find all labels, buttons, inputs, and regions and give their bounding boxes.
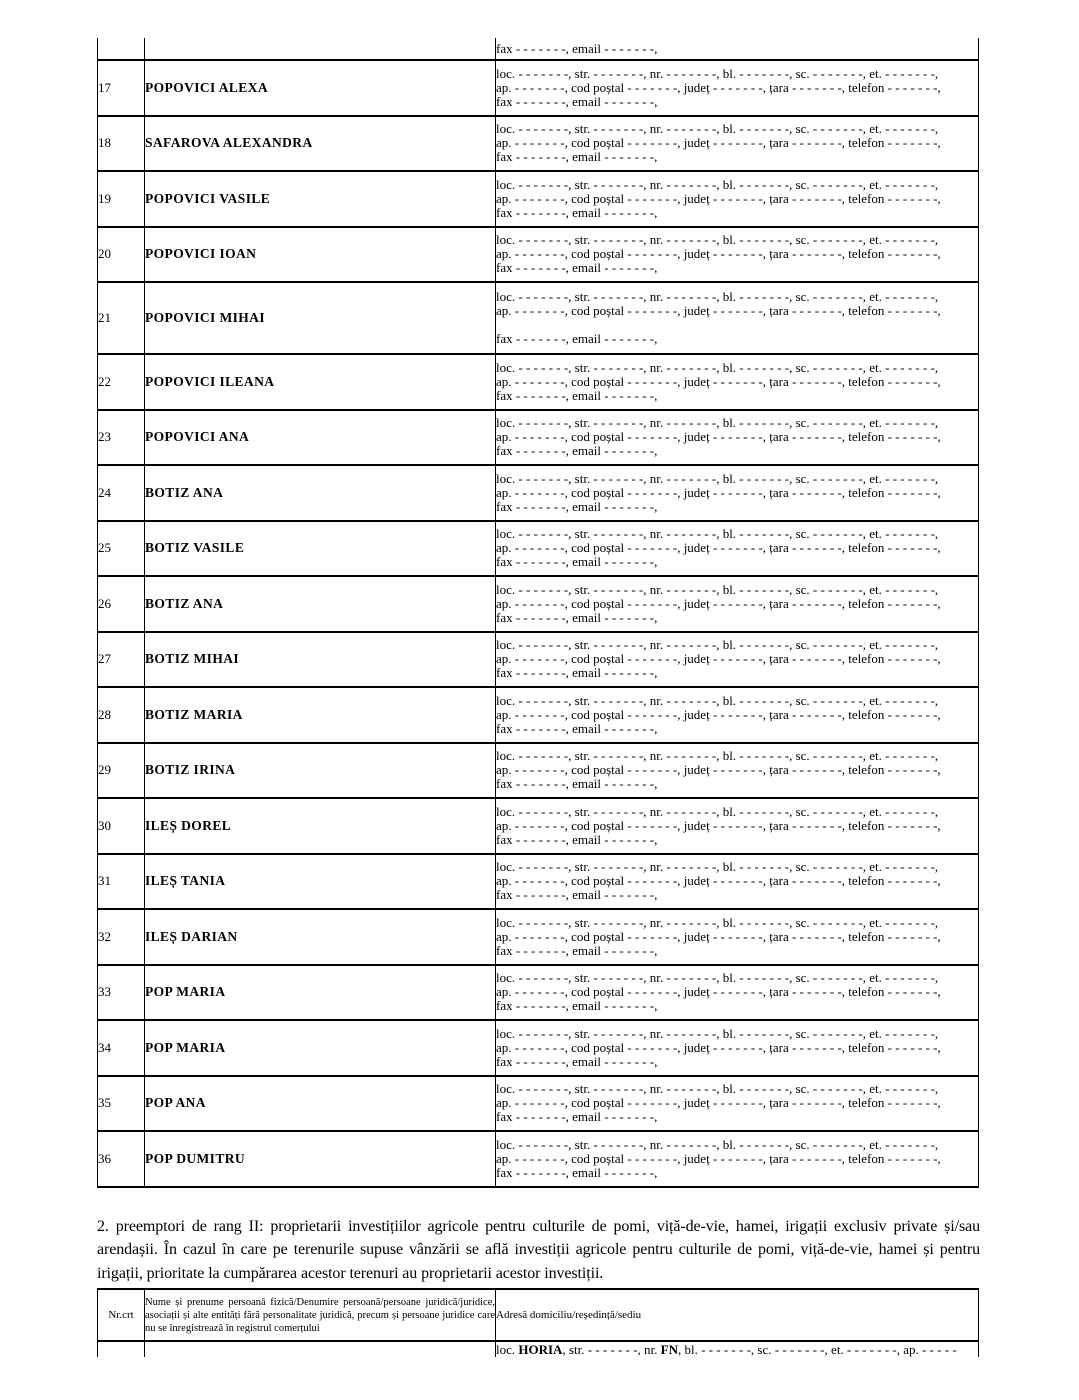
addr-line-2: ap. - - - - - - -, cod poștal - - - - - - -, județ - - - - - - -, țara - - - - - - -, telefon - - - - - - -, — [496, 595, 941, 611]
addr-line-3: fax - - - - - - -, email - - - - - - -, — [496, 149, 658, 165]
row-number: 19 — [98, 190, 111, 206]
row-number: 28 — [98, 706, 111, 722]
row-number-cell — [98, 521, 145, 577]
header-address: Adresă domiciliu/reședință/sediu — [496, 1289, 979, 1341]
addr-line-2: ap. - - - - - - -, cod poștal - - - - - - -, județ - - - - - - -, țara - - - - - - -, telefon - - - - - - -, — [496, 429, 941, 445]
name-cell — [145, 1076, 496, 1132]
addr-line-1: loc. - - - - - - -, str. - - - - - - -, nr. - - - - - - -, bl. - - - - - - -, sc. - - - - - - -, et. - - - - - - -, — [496, 289, 939, 304]
addr-line-fax: fax - - - - - - -, email - - - - - - -, — [496, 40, 658, 56]
addr-line-3: fax - - - - - - -, email - - - - - - -, — [496, 831, 658, 847]
addr-line-2: ap. - - - - - - -, cod poștal - - - - - - -, județ - - - - - - -, țara - - - - - - -, telefon - - - - - - -, — [496, 79, 941, 95]
row-number: 33 — [98, 984, 111, 1000]
rank2-header-row — [98, 1289, 979, 1341]
address-cell — [496, 687, 979, 743]
addr-line-2: ap. - - - - - - -, cod poștal - - - - - - -, județ - - - - - - -, țara - - - - - - -, telefon - - - - - - -, — [496, 484, 941, 500]
preemptors-table-body — [98, 38, 979, 1187]
header-name: Nume și prenume persoană fizică/Denumire persoană/persoane juridică/juridice, asociații și alte entități fără personalitate juridică, precum și persoane juridice care nu se înregistrează în registrul comerțului — [145, 1289, 496, 1341]
row-number: 17 — [98, 79, 111, 95]
address-cell — [496, 282, 979, 354]
addr-line-1: loc. - - - - - - -, str. - - - - - - -, nr. - - - - - - -, bl. - - - - - - -, sc. - - - - - - -, et. - - - - - - -, — [496, 970, 939, 986]
row-number-cell — [98, 116, 145, 172]
addr-line-1: loc. - - - - - - -, str. - - - - - - -, nr. - - - - - - -, bl. - - - - - - -, sc. - - - - - - -, et. - - - - - - -, — [496, 914, 939, 930]
addr-line-1: loc. - - - - - - -, str. - - - - - - -, nr. - - - - - - -, bl. - - - - - - -, sc. - - - - - - -, et. - - - - - - -, — [496, 470, 939, 486]
addr-line-2: ap. - - - - - - -, cod poștal - - - - - - -, județ - - - - - - -, țara - - - - - - -, telefon - - - - - - -, — [496, 135, 941, 151]
preemptors-rank1-table — [97, 38, 979, 1188]
row-number-cell — [98, 38, 145, 60]
address-cell — [496, 521, 979, 577]
row-number: 21 — [98, 310, 111, 325]
addr-line-3: fax - - - - - - -, email - - - - - - -, — [496, 609, 658, 625]
row-number-cell — [98, 687, 145, 743]
rank2-table-container — [97, 1288, 980, 1357]
address-cell — [496, 798, 979, 854]
table-row — [98, 465, 979, 521]
name-cell — [145, 854, 496, 910]
name-cell — [145, 171, 496, 227]
row-number-cell — [98, 410, 145, 466]
table-row — [98, 410, 979, 466]
row-number-cell — [98, 465, 145, 521]
row-number: 32 — [98, 928, 111, 944]
address-cell — [496, 171, 979, 227]
rank2-data-row — [98, 1341, 979, 1357]
table-row — [98, 1020, 979, 1076]
row-number-cell — [98, 282, 145, 354]
table-row — [98, 854, 979, 910]
row-number: 27 — [98, 651, 111, 667]
person-name: POPOVICI MIHAI — [145, 310, 265, 325]
rank2-section-paragraph: 2. preemptori de rang II: proprietarii investițiilor agricole pentru culturile de pomi, viță-de-vie, hamei, irigații exclusiv private și/sau arendașii. În cazul în care pe terenurile supuse vânzării se află investiții agricole pentru culturile de pomi, viță-de-vie, hamei și pentru irigații, prioritate la cumpărarea acestor terenuri au proprietarii acestor investiții. — [97, 1217, 980, 1282]
table-row — [98, 116, 979, 172]
addr-line-2: ap. - - - - - - -, cod poștal - - - - - - -, județ - - - - - - -, țara - - - - - - -, telefon - - - - - - -, — [496, 873, 941, 889]
row-number: 30 — [98, 817, 111, 833]
addr-line-1: loc. - - - - - - -, str. - - - - - - -, nr. - - - - - - -, bl. - - - - - - -, sc. - - - - - - -, et. - - - - - - -, — [496, 859, 939, 875]
address-cell — [496, 38, 979, 60]
addr-line-1: loc. - - - - - - -, str. - - - - - - -, nr. - - - - - - -, bl. - - - - - - -, sc. - - - - - - -, et. - - - - - - -, — [496, 637, 939, 653]
table-row — [98, 798, 979, 854]
addr-line-3: fax - - - - - - -, email - - - - - - -, — [496, 93, 658, 109]
row-number-cell — [98, 60, 145, 116]
row-number-cell — [98, 1131, 145, 1187]
name-cell — [145, 965, 496, 1021]
addr-line-3: fax - - - - - - -, email - - - - - - -, — [496, 776, 658, 792]
name-cell — [145, 38, 496, 60]
address-cell — [496, 909, 979, 965]
addr-line-2: ap. - - - - - - -, cod poștal - - - - - - -, județ - - - - - - -, țara - - - - - - -, telefon - - - - - - -, — [496, 651, 941, 667]
person-name: BOTIZ ANA — [145, 484, 224, 500]
address-cell — [496, 465, 979, 521]
row-number-cell — [98, 1076, 145, 1132]
row-number: 29 — [98, 762, 111, 778]
row-number: 36 — [98, 1150, 111, 1166]
addr-line-1: loc. - - - - - - -, str. - - - - - - -, nr. - - - - - - -, bl. - - - - - - -, sc. - - - - - - -, et. - - - - - - -, — [496, 65, 939, 81]
addr-line-3: fax - - - - - - -, email - - - - - - -, — [496, 260, 658, 276]
row-number: 24 — [98, 484, 111, 500]
row-number: 26 — [98, 595, 111, 611]
addr-line-2: ap. - - - - - - -, cod poștal - - - - - - -, județ - - - - - - -, țara - - - - - - -, telefon - - - - - - -, — [496, 817, 941, 833]
row-number: 20 — [98, 246, 111, 262]
row-number: 31 — [98, 873, 111, 889]
person-name: POP MARIA — [145, 1039, 226, 1055]
name-cell — [145, 798, 496, 854]
name-cell — [145, 743, 496, 799]
addr-line-3: fax - - - - - - -, email - - - - - - -, — [496, 1109, 658, 1125]
person-name: POPOVICI ALEXA — [145, 79, 268, 95]
addr-line-3: fax - - - - - - -, email - - - - - - -, — [496, 887, 658, 903]
address-cell — [496, 116, 979, 172]
address-cell — [496, 1131, 979, 1187]
name-cell — [145, 354, 496, 410]
row-number-cell — [98, 798, 145, 854]
preemptors-rank2-table — [97, 1288, 979, 1357]
addr-locality: HORIA — [518, 1342, 563, 1357]
addr-line-2: ap. - - - - - - -, cod poștal - - - - - - -, județ - - - - - - -, țara - - - - - - -, telefon - - - - - - -, — [496, 984, 941, 1000]
name-cell — [145, 282, 496, 354]
person-name: ILEȘ DOREL — [145, 817, 232, 833]
addr-line-3: fax - - - - - - -, email - - - - - - -, — [496, 1164, 658, 1180]
addr-suffix: , bl. - - - - - - -, sc. - - - - - - -, et. - - - - - - -, ap. - - - - - — [678, 1342, 957, 1357]
header-nrcrt: Nr.crt — [98, 1289, 145, 1341]
name-cell — [145, 116, 496, 172]
addr-mid: , str. - - - - - - -, nr. — [562, 1342, 661, 1357]
row-number-cell — [98, 227, 145, 283]
name-cell — [145, 1341, 496, 1357]
name-cell — [145, 687, 496, 743]
person-name: POP DUMITRU — [145, 1150, 246, 1166]
name-cell — [145, 60, 496, 116]
address-cell — [496, 1020, 979, 1076]
addr-line-3: fax - - - - - - -, email - - - - - - -, — [496, 204, 658, 220]
addr-line-3: fax - - - - - - -, email - - - - - - -, — [496, 387, 658, 403]
table-row — [98, 521, 979, 577]
row-number: 34 — [98, 1039, 111, 1055]
table-row — [98, 354, 979, 410]
address-cell — [496, 60, 979, 116]
addr-line-2: ap. - - - - - - -, cod poștal - - - - - - -, județ - - - - - - -, țara - - - - - - -, telefon - - - - - - -, — [496, 928, 941, 944]
person-name: ILEȘ DARIAN — [145, 928, 238, 944]
name-cell — [145, 465, 496, 521]
row-number-cell — [98, 1020, 145, 1076]
person-name: ILEȘ TANIA — [145, 873, 226, 889]
table-row — [98, 909, 979, 965]
row-number: 25 — [98, 540, 111, 556]
addr-line-3: fax - - - - - - -, email - - - - - - -, — [496, 942, 658, 958]
addr-line-1: loc. - - - - - - -, str. - - - - - - -, nr. - - - - - - -, bl. - - - - - - -, sc. - - - - - - -, et. - - - - - - -, — [496, 748, 939, 764]
name-cell — [145, 909, 496, 965]
addr-line-3: fax - - - - - - -, email - - - - - - -, — [496, 720, 658, 736]
address-cell — [496, 354, 979, 410]
address-cell — [496, 1076, 979, 1132]
addr-line-3: fax - - - - - - -, email - - - - - - -, — [496, 554, 658, 570]
addr-line-2: ap. - - - - - - -, cod poștal - - - - - - -, județ - - - - - - -, țara - - - - - - -, telefon - - - - - - -, — [496, 1039, 941, 1055]
name-cell — [145, 576, 496, 632]
row-number-cell — [98, 354, 145, 410]
address-cell — [496, 632, 979, 688]
addr-prefix: loc. — [496, 1342, 519, 1357]
table-row — [98, 60, 979, 116]
person-name: BOTIZ ANA — [145, 595, 224, 611]
person-name: BOTIZ IRINA — [145, 762, 236, 778]
addr-line-2: ap. - - - - - - -, cod poștal - - - - - - -, județ - - - - - - -, țara - - - - - - -, telefon - - - - - - -, — [496, 373, 941, 389]
addr-line-3: fax - - - - - - -, email - - - - - - -, — [496, 998, 658, 1014]
address-cell — [496, 743, 979, 799]
person-name: POPOVICI ILEANA — [145, 373, 275, 389]
table-row — [98, 282, 979, 354]
table-row — [98, 632, 979, 688]
person-name: POP MARIA — [145, 984, 226, 1000]
address-cell — [496, 410, 979, 466]
name-cell — [145, 410, 496, 466]
address-cell — [496, 854, 979, 910]
name-cell — [145, 1131, 496, 1187]
table-row-partial — [98, 38, 979, 60]
person-name: SAFAROVA ALEXANDRA — [145, 135, 313, 151]
row-number-cell — [98, 909, 145, 965]
table-row — [98, 743, 979, 799]
addr-line-1: loc. - - - - - - -, str. - - - - - - -, nr. - - - - - - -, bl. - - - - - - -, sc. - - - - - - -, et. - - - - - - -, — [496, 803, 939, 819]
address-cell — [496, 1341, 979, 1357]
addr-line-1: loc. - - - - - - -, str. - - - - - - -, nr. - - - - - - -, bl. - - - - - - -, sc. - - - - - - -, et. - - - - - - -, — [496, 1025, 939, 1041]
addr-line-3: fax - - - - - - -, email - - - - - - -, — [496, 498, 658, 514]
addr-line-1: loc. - - - - - - -, str. - - - - - - -, nr. - - - - - - -, bl. - - - - - - -, sc. - - - - - - -, et. - - - - - - -, — [496, 232, 939, 248]
addr-line-1: loc. - - - - - - -, str. - - - - - - -, nr. - - - - - - -, bl. - - - - - - -, sc. - - - - - - -, et. - - - - - - -, — [496, 1136, 939, 1152]
addr-line-3: fax - - - - - - -, email - - - - - - -, — [496, 1053, 658, 1069]
table-row — [98, 1131, 979, 1187]
table-row — [98, 171, 979, 227]
name-cell — [145, 632, 496, 688]
addr-line-2: ap. - - - - - - -, cod poștal - - - - - - -, județ - - - - - - -, țara - - - - - - -, telefon - - - - - - -, — [496, 540, 941, 556]
person-name: POP ANA — [145, 1095, 206, 1111]
address-cell — [496, 576, 979, 632]
addr-line-3: fax - - - - - - -, email - - - - - - -, — [496, 665, 658, 681]
row-number: 18 — [98, 135, 111, 151]
addr-line-2: ap. - - - - - - -, cod poștal - - - - - - -, județ - - - - - - -, țara - - - - - - -, telefon - - - - - - -, — [496, 303, 941, 318]
row-number-cell — [98, 965, 145, 1021]
row-number-cell — [98, 1341, 145, 1357]
row-number-cell — [98, 743, 145, 799]
address-cell — [496, 965, 979, 1021]
addr-line-2: ap. - - - - - - -, cod poștal - - - - - - -, județ - - - - - - -, țara - - - - - - -, telefon - - - - - - -, — [496, 1095, 941, 1111]
addr-line-1: loc. - - - - - - -, str. - - - - - - -, nr. - - - - - - -, bl. - - - - - - -, sc. - - - - - - -, et. - - - - - - -, — [496, 176, 939, 192]
table-row — [98, 576, 979, 632]
person-name: POPOVICI IOAN — [145, 246, 257, 262]
name-cell — [145, 1020, 496, 1076]
addr-line-2: ap. - - - - - - -, cod poștal - - - - - - -, județ - - - - - - -, țara - - - - - - -, telefon - - - - - - -, — [496, 762, 941, 778]
name-cell — [145, 521, 496, 577]
row-number: 35 — [98, 1095, 111, 1111]
addr-line-1: loc. - - - - - - -, str. - - - - - - -, nr. - - - - - - -, bl. - - - - - - -, sc. - - - - - - -, et. - - - - - - -, — [496, 1081, 939, 1097]
addr-line-1: loc. - - - - - - -, str. - - - - - - -, nr. - - - - - - -, bl. - - - - - - -, sc. - - - - - - -, et. - - - - - - -, — [496, 692, 939, 708]
address-cell — [496, 227, 979, 283]
person-name: POPOVICI ANA — [145, 429, 250, 445]
table-row — [98, 687, 979, 743]
addr-line-2: ap. - - - - - - -, cod poștal - - - - - - -, județ - - - - - - -, țara - - - - - - -, telefon - - - - - - -, — [496, 190, 941, 206]
table-row — [98, 1076, 979, 1132]
person-name: BOTIZ VASILE — [145, 540, 245, 556]
person-name: BOTIZ MIHAI — [145, 651, 240, 667]
row-number-cell — [98, 854, 145, 910]
name-cell — [145, 227, 496, 283]
addr-line-3: fax - - - - - - -, email - - - - - - -, — [496, 443, 658, 459]
person-name: POPOVICI VASILE — [145, 190, 271, 206]
addr-line-2: ap. - - - - - - -, cod poștal - - - - - - -, județ - - - - - - -, țara - - - - - - -, telefon - - - - - - -, — [496, 246, 941, 262]
row-number: 22 — [98, 373, 111, 389]
row-number-cell — [98, 171, 145, 227]
addr-line-1: loc. - - - - - - -, str. - - - - - - -, nr. - - - - - - -, bl. - - - - - - -, sc. - - - - - - -, et. - - - - - - -, — [496, 359, 939, 375]
addr-line-1: loc. - - - - - - -, str. - - - - - - -, nr. - - - - - - -, bl. - - - - - - -, sc. - - - - - - -, et. - - - - - - -, — [496, 581, 939, 597]
addr-line-1: loc. - - - - - - -, str. - - - - - - -, nr. - - - - - - -, bl. - - - - - - -, sc. - - - - - - -, et. - - - - - - -, — [496, 121, 939, 137]
row-number-cell — [98, 632, 145, 688]
table-row — [98, 965, 979, 1021]
addr-line-2: ap. - - - - - - -, cod poștal - - - - - - -, județ - - - - - - -, țara - - - - - - -, telefon - - - - - - -, — [496, 1150, 941, 1166]
addr-line-3: fax - - - - - - -, email - - - - - - -, — [496, 331, 658, 346]
addr-number: FN — [660, 1342, 678, 1357]
person-name: BOTIZ MARIA — [145, 706, 243, 722]
addr-line-1: loc. - - - - - - -, str. - - - - - - -, nr. - - - - - - -, bl. - - - - - - -, sc. - - - - - - -, et. - - - - - - -, — [496, 415, 939, 431]
table-row — [98, 227, 979, 283]
row-number-cell — [98, 576, 145, 632]
addr-line-1: loc. - - - - - - -, str. - - - - - - -, nr. - - - - - - -, bl. - - - - - - -, sc. - - - - - - -, et. - - - - - - -, — [496, 526, 939, 542]
row-number: 23 — [98, 429, 111, 445]
addr-line-2: ap. - - - - - - -, cod poștal - - - - - - -, județ - - - - - - -, țara - - - - - - -, telefon - - - - - - -, — [496, 706, 941, 722]
